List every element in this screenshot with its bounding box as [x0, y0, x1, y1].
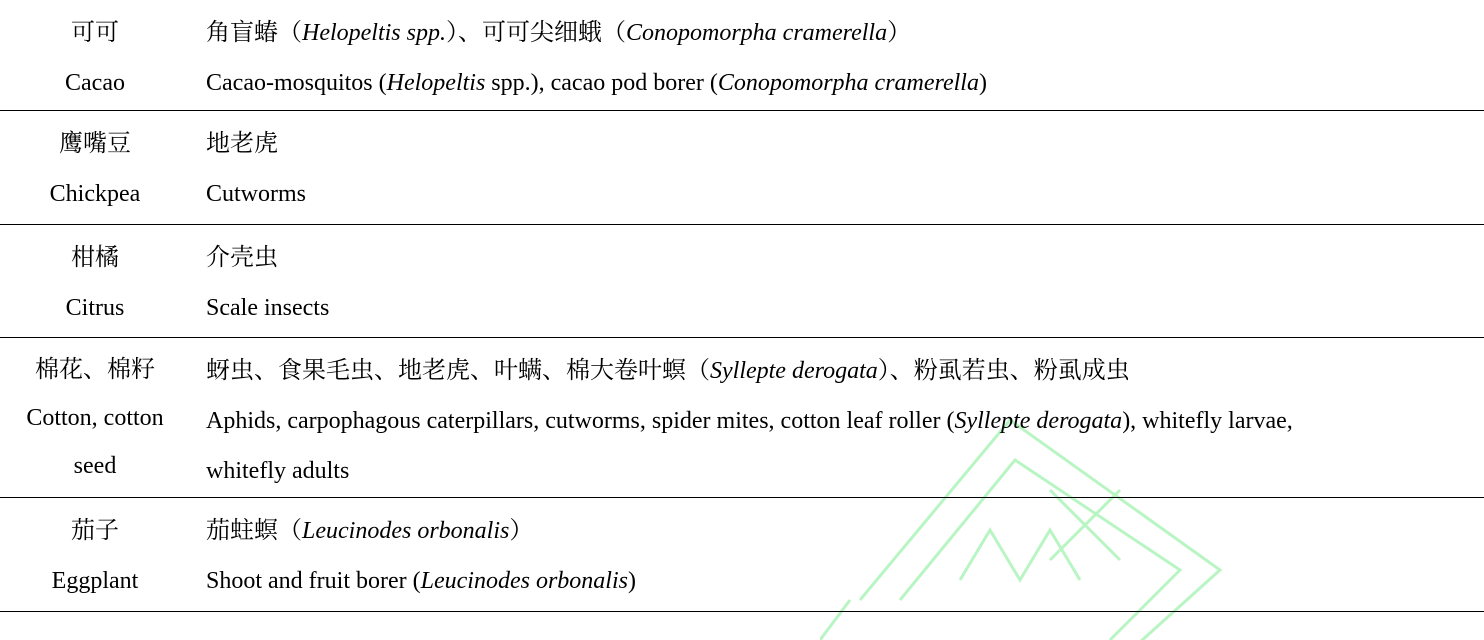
crop-name-en: Citrus — [65, 295, 125, 321]
pest-cell — [190, 225, 1484, 337]
table-row — [0, 0, 1484, 111]
pest-name-en-line1: Aphids, carpophagous caterpillars, cutworms, spider mites, cotton leaf roller (Syllepte derogata), whitefly larvae, — [206, 408, 1293, 434]
table-row — [0, 111, 1484, 225]
pest-name-cn: 茄蛀螟（Leucinodes orbonalis） — [206, 518, 534, 544]
pest-name-en-line2: whitefly adults — [206, 458, 350, 484]
crop-cell — [0, 498, 190, 611]
crop-name-en-line1: Cotton, cotton — [26, 405, 164, 431]
pest-name-cn: 介壳虫 — [206, 245, 278, 271]
crop-name-en: Chickpea — [49, 181, 141, 207]
pest-name-cn: 蚜虫、食果毛虫、地老虎、叶螨、棉大卷叶螟（Syllepte derogata）、粉虱若虫、粉虱成虫 — [206, 358, 1130, 384]
crop-cell — [0, 338, 190, 497]
crop-cell — [0, 111, 190, 224]
pest-cell — [190, 338, 1484, 497]
pest-name-cn: 角盲蝽（Helopeltis spp.）、可可尖细蛾（Conopomorpha cramerella） — [206, 20, 912, 46]
pest-name-en: Shoot and fruit borer (Leucinodes orbonalis) — [206, 568, 636, 594]
crop-name-cn: 鹰嘴豆 — [59, 131, 131, 157]
crop-name-cn: 棉花、棉籽 — [35, 357, 155, 383]
crop-cell — [0, 225, 190, 337]
crop-name-en-line2: seed — [73, 453, 117, 479]
crop-name-cn: 可可 — [71, 20, 119, 46]
crop-name-en: Cacao — [65, 70, 125, 96]
pest-name-en: Cutworms — [206, 181, 307, 207]
table-row — [0, 225, 1484, 338]
table-row — [0, 498, 1484, 612]
crop-name-en: Eggplant — [51, 568, 139, 594]
pest-cell — [190, 498, 1484, 611]
pest-cell — [190, 111, 1484, 224]
pest-cell — [190, 0, 1484, 110]
crop-cell — [0, 0, 190, 110]
pest-name-en: Cacao-mosquitos (Helopeltis spp.), cacao pod borer (Conopomorpha cramerella) — [206, 70, 987, 96]
crop-name-cn: 柑橘 — [71, 245, 119, 271]
crop-name-cn: 茄子 — [71, 518, 119, 544]
pest-name-cn: 地老虎 — [206, 131, 278, 157]
pest-name-en: Scale insects — [206, 295, 330, 321]
table-row — [0, 338, 1484, 498]
